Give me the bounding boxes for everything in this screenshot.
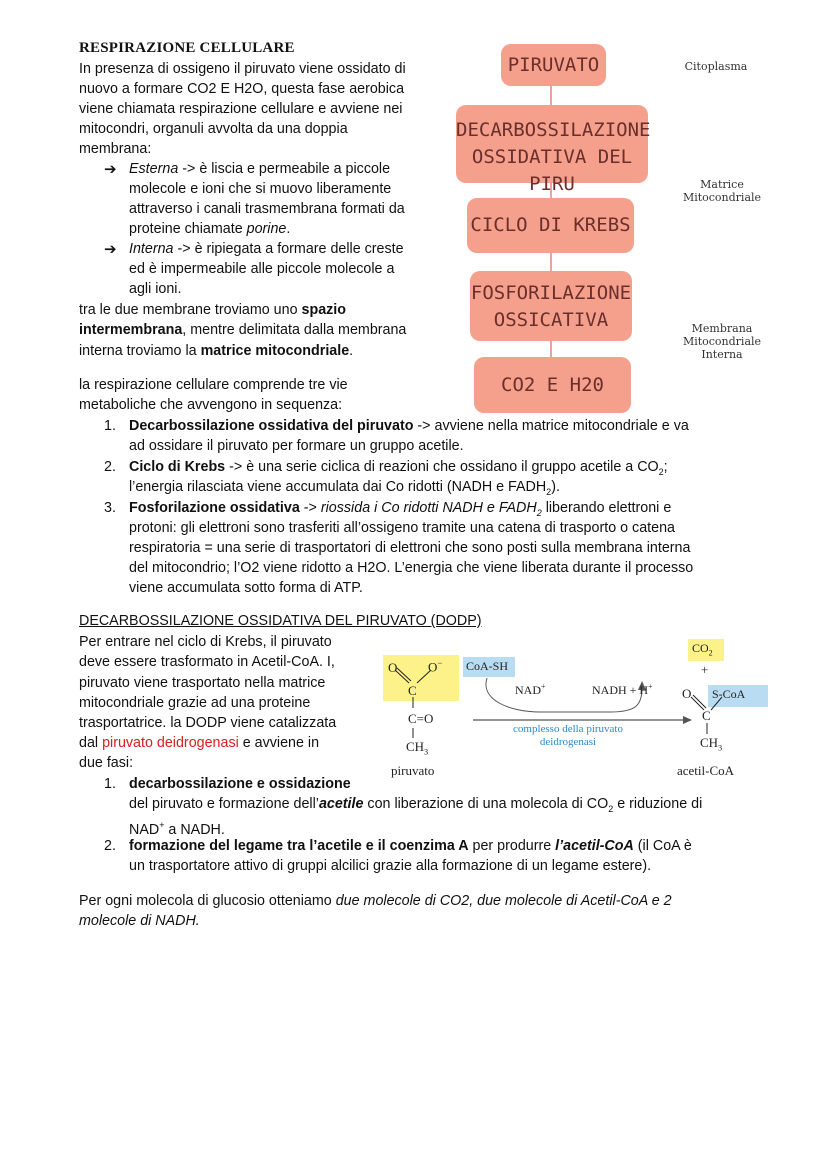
- dodp-enzyme-line: [79, 733, 319, 753]
- atom-c: C: [408, 683, 417, 698]
- charge: −: [437, 658, 443, 668]
- plus: +: [701, 662, 709, 677]
- nadh: [592, 682, 653, 698]
- external-text: molecole e ioni che si muovo liberamente: [129, 181, 392, 197]
- pyruvate-label: piruvato: [391, 763, 435, 778]
- carbonyl: C=O: [408, 711, 434, 726]
- flow-box-line: OSSICATIVA: [493, 309, 609, 331]
- arrow-right-icon: ➔: [104, 241, 117, 258]
- external-text-last: proteine chiamate porine.: [129, 221, 291, 237]
- text: ->: [299, 500, 321, 516]
- subscript: 2: [546, 486, 552, 497]
- list-item-2: [129, 836, 692, 856]
- italic-term: riossida i Co ridotti NADH e FADH: [320, 500, 537, 516]
- label-line: Membrana: [691, 322, 753, 335]
- spazio-line: [79, 300, 346, 320]
- arrow-head: [683, 716, 692, 724]
- intro-line: In presenza di ossigeno il piruvato viene ossidato di: [79, 61, 406, 77]
- label-line: Mitocondriale: [682, 335, 762, 348]
- conclusion-line: [79, 911, 200, 931]
- internal-text: agli ioni.: [129, 281, 182, 297]
- subscript: 2: [708, 648, 713, 658]
- matrice-line: [79, 341, 353, 361]
- flow-box-line: DECARBOSSILAZIONE: [456, 119, 651, 141]
- internal-label: Interna: [129, 241, 174, 257]
- dodp-line: mitocondriale grazie ad una proteine: [79, 695, 311, 711]
- internal-text: -> è ripiegata a formare delle creste: [173, 241, 404, 257]
- enzyme-line: complesso della piruvato: [513, 723, 623, 735]
- pathways-intro: metaboliche che avvengono in sequenza:: [79, 397, 343, 413]
- bold-term: decarbossilazione e ossidazione: [129, 776, 351, 792]
- text: e avviene in: [238, 735, 320, 751]
- membrane-external: [129, 159, 390, 179]
- bold-term: formazione del legame tra l’acetile e il coenzima A: [129, 838, 469, 854]
- text: liberando elettroni e: [541, 500, 672, 516]
- external-text: attraverso i canali trasmembrana formati da: [129, 201, 405, 217]
- text: .: [349, 343, 354, 359]
- text: e riduzione di: [613, 796, 703, 812]
- atom-text: CH: [406, 739, 425, 754]
- label-line: Mitocondriale: [682, 191, 762, 204]
- intro-line: membrana:: [79, 141, 152, 157]
- arrow-right-icon: ➔: [104, 161, 117, 178]
- subscript: 2: [658, 466, 664, 477]
- enzyme-term: piruvato deidrogenasi: [102, 735, 239, 751]
- enzyme-label: [493, 723, 643, 749]
- atom-text: CO: [692, 641, 709, 655]
- text: con liberazione di una molecola di CO: [363, 796, 609, 812]
- list-item-2-line2: un trasportatore attivo di gruppi alcilici grazie alla formazione di un legame estere).: [129, 858, 652, 874]
- dodp-line: deve essere trasformato in Acetil-CoA. I,: [79, 654, 335, 670]
- flow-box-piruvato: PIRUVATO: [501, 44, 606, 86]
- spazio-line: [79, 320, 406, 340]
- text: -> avviene nella matrice mitocondriale e va: [413, 418, 689, 434]
- atom-o: O: [682, 686, 692, 701]
- atom-c: C: [702, 708, 711, 723]
- text: interna troviamo la: [79, 343, 201, 359]
- atom-o: O: [388, 660, 398, 675]
- subscript: 2: [536, 507, 542, 518]
- charge: +: [648, 682, 653, 691]
- bold-term: Ciclo di Krebs: [129, 459, 226, 475]
- external-text: -> è liscia e permeabile a piccole: [178, 161, 391, 177]
- flow-box-decarbossilazione: [456, 105, 651, 195]
- intro-line: mitocondri, organuli avvolta da una doppia: [79, 121, 348, 137]
- text: Per ogni molecola di glucosio otteniamo: [79, 893, 336, 909]
- text: per produrre: [468, 838, 556, 854]
- flow-box-co2: CO2 E H20: [474, 357, 631, 413]
- intro-line: viene chiamata respirazione cellulare e avviene nei: [79, 101, 403, 117]
- bold-term: intermembrana: [79, 322, 183, 338]
- scoa: S-CoA: [712, 687, 746, 701]
- external-text: proteine chiamate: [129, 221, 247, 237]
- list-item-1: [129, 774, 351, 794]
- bold-term: Fosforilazione ossidativa: [129, 500, 300, 516]
- section-title-respirazione: RESPIRAZIONE CELLULARE: [79, 40, 295, 56]
- coash: CoA-SH: [466, 659, 509, 673]
- text: a NADH.: [164, 821, 225, 838]
- subscript: 2: [608, 803, 614, 814]
- list-item-2: Ciclo di Krebs -> è una serie ciclica di reazioni che ossidano il gruppo acetile a $CO_2$;: [129, 459, 668, 477]
- atom-text: NADH + H: [592, 683, 649, 697]
- pathways-intro: la respirazione cellulare comprende tre vie: [79, 377, 348, 393]
- flow-box-fosforilazione: [470, 271, 632, 341]
- flow-box-line: FOSFORILAZIONE: [470, 282, 632, 304]
- acetilcoa-term: l’acetil-CoA: [555, 838, 634, 854]
- methyl: [700, 735, 722, 753]
- atom-text: O: [428, 659, 438, 675]
- text: -> è una serie ciclica di reazioni che ossidano il gruppo acetile a CO: [225, 459, 659, 475]
- dodp-line: due fasi:: [79, 755, 134, 771]
- text: , mentre delimitata dalla membrana: [182, 322, 407, 338]
- charge: +: [541, 682, 546, 691]
- label-matrice: [682, 178, 762, 204]
- acetile-term: acetile: [318, 796, 364, 812]
- charge: +: [159, 820, 165, 830]
- flow-box-line: OSSIDATIVA DEL PIRU: [471, 146, 633, 195]
- list-item-1: [129, 416, 689, 436]
- enzyme-line: deidrogenasi: [539, 736, 597, 748]
- bold-term: spazio: [301, 302, 347, 318]
- internal-text: ed è impermeabile alle piccole molecole a: [129, 261, 395, 277]
- list-number: 2.: [104, 459, 116, 475]
- bold-term: matrice mitocondriale: [200, 343, 350, 359]
- italic-text: molecole di NADH.: [79, 913, 200, 929]
- list-number: 1.: [104, 776, 116, 792]
- list-item-3-line: protoni: gli elettroni sono trasferiti all’ossigeno tramite una catena di trasporto o catena: [129, 520, 675, 536]
- atom-text: NAD: [515, 683, 541, 697]
- porine-term: porine: [246, 221, 287, 237]
- atom-text: CH: [700, 735, 719, 750]
- flow-box-krebs: CICLO DI KREBS: [467, 198, 634, 253]
- text: l’energia rilasciata viene accumulata dai Co ridotti (NADH e FADH: [129, 479, 547, 495]
- label-membrana: [682, 322, 762, 361]
- label-citoplasma: Citoplasma: [684, 60, 748, 73]
- list-number: 1.: [104, 418, 116, 434]
- co2: [692, 641, 713, 657]
- list-number: 3.: [104, 500, 116, 516]
- section-title-dodp: [79, 611, 482, 631]
- text: dal: [79, 735, 103, 751]
- intro-line: nuovo a formare CO2 E H2O, questa fase aerobica: [79, 81, 405, 97]
- title-text: DECARBOSSILAZIONE OSSIDATIVA DEL PIRUVATO (DODP): [79, 613, 482, 629]
- list-item-3-line: respiratoria = una serie di trasportatori di elettroni che sono posti sulla membrana interna: [129, 540, 691, 556]
- bond: [397, 668, 411, 681]
- text: ).: [551, 479, 560, 495]
- list-item-3-line: viene accumulata sotto forma di ATP.: [129, 580, 363, 596]
- text: del piruvato e formazione dell’: [129, 796, 319, 812]
- text: NAD: [129, 821, 160, 838]
- bold-term: Decarbossilazione ossidativa del piruvato: [129, 418, 414, 434]
- dodp-line: piruvato viene trasportato nella matrice: [79, 675, 326, 691]
- label-line: Interna: [701, 348, 743, 361]
- membrane-internal: [129, 239, 404, 259]
- methyl: [406, 739, 428, 757]
- conclusion-line: [79, 891, 672, 911]
- subscript: 3: [424, 747, 429, 757]
- list-item-1-line2: ad ossidare il piruvato per formare un gruppo acetile.: [129, 438, 464, 454]
- acetylcoa-label: acetil-CoA: [677, 763, 735, 778]
- text: (il CoA è: [633, 838, 692, 854]
- atom-o-minus: [428, 658, 442, 675]
- nad: [515, 682, 546, 698]
- subscript: 3: [718, 743, 723, 753]
- text: tra le due membrane troviamo uno: [79, 302, 302, 318]
- italic-text: due molecole di CO2, due molecole di Acetil-CoA e 2: [335, 893, 672, 909]
- list-number: 2.: [104, 838, 116, 854]
- label-line: Matrice: [700, 178, 744, 191]
- dodp-line: trasportatrice. la DODP viene catalizzata: [79, 715, 337, 731]
- external-label: Esterna: [129, 161, 179, 177]
- list-item-3-line: del mitocondrio; l’O2 viene ridotto a H2O. L’energia che viene liberata durante il processo: [129, 560, 694, 576]
- dodp-line: Per entrare nel ciclo di Krebs, il piruvato: [79, 634, 332, 650]
